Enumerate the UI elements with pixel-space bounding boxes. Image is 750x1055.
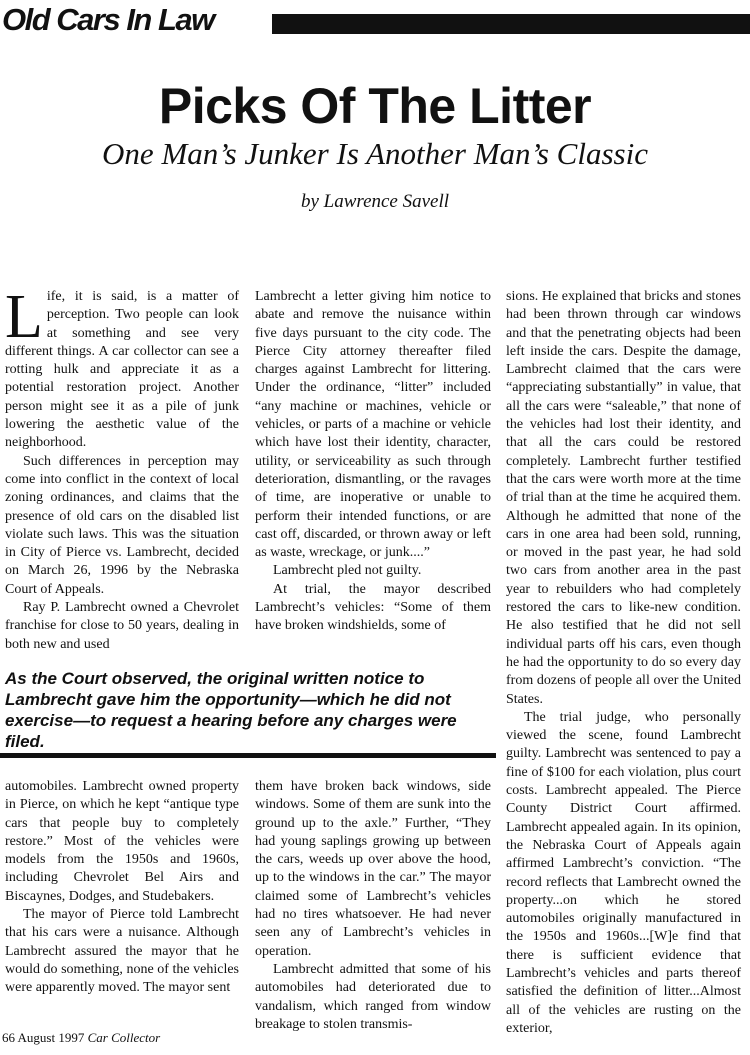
byline: by Lawrence Savell — [300, 191, 450, 212]
column-1-bottom — [5, 778, 239, 998]
paragraph: Ray P. Lambrecht owned a Chevrolet franchise for close to 50 years, dealing in both new and used — [5, 600, 239, 652]
page-footer — [2, 1030, 160, 1046]
column-2-bottom — [255, 778, 491, 1034]
paragraph: Lambrecht pled not guilty. — [273, 563, 422, 579]
pull-quote — [0, 664, 496, 758]
column-2-top — [255, 288, 491, 636]
drop-cap: L — [5, 283, 43, 351]
paragraph: Life, it is said, is a matter of perception. Two people can look at something and see very different things. A car collector can see a rotting hulk and appreciate it as a potential restoration project. Another person might see it as a pile of junk lowering the aesthetic value of the neighborhood. — [5, 283, 239, 451]
section-label: Old Cars In Law — [2, 2, 214, 37]
paragraph: Lambrecht a letter giving him notice to abate and remove the nuisance within five days pursuant to the city code. The Pierce City attorney thereafter filed charges against Lambrecht for littering. Under the ordinance, “litter” included “any machine or machines, vehicle or vehicles, or parts of a machine or vehicle which have lost their identity, character, utility, or serviceability as such through deterioration, dismantling, or the ravages of time, are inoperative or unable to perform their intended functions, or are cast off, discarded, or thrown away or left as waste, wreckage, or junk....” — [255, 289, 491, 561]
paragraph: sions. He explained that bricks and stones had been thrown through car windows and that the penetrating objects had been left inside the cars. Despite the damage, Lambrecht claimed that the cars were “appreciating substantially” in value, that all the cars were “saleable,” that none of the vehicles had lost their identity, and that all the cars could be restored completely. Lambrecht further testified that the cars were worth more at the time of trial than at the time he acquired them. Although he admitted that none of the cars in one area had been sold, running, or moved in the past year, he had sold two cars from another area in the past year to rebuilders who had completely restored the cars to like-new condition. He also testified that he did not sell individual parts off his cars, even though he had the opportunity to do so every day from dozens of people all over the United States. — [506, 289, 741, 707]
paragraph: them have broken back windows, side windows. Some of them are sunk into the ground up to the axle.” Further, “They had young saplings growing up between the cars, weeds up over above the hood, up to the windows in the car.” The mayor claimed some of Lambrecht’s vehicles had no tires whatsoever. He had never seen any of Lambrecht’s vehicles in operation. — [255, 779, 491, 959]
paragraph: The mayor of Pierce told Lambrecht that his cars were a nuisance. Although Lambrecht assured the mayor that he would do something, none of the vehicles were apparently moved. The mayor sent — [5, 907, 239, 996]
column-1-top — [5, 283, 239, 654]
paragraph: Lambrecht admitted that some of his automobiles had deteriorated due to vandalism, which ranged from window breakage to stolen transmis- — [255, 961, 491, 1032]
column-3 — [506, 288, 741, 1038]
magazine-name: Car Collector — [87, 1030, 161, 1045]
page-info: 66 August 1997 — [2, 1030, 85, 1045]
article-subtitle: One Man’s Junker Is Another Man’s Classic — [102, 136, 648, 171]
paragraph: At trial, the mayor described Lambrecht’s vehicles: “Some of them have broken windshields, some of — [255, 581, 491, 634]
article-title: Picks Of The Litter — [158, 78, 592, 134]
paragraph: automobiles. Lambrecht owned property in Pierce, on which he kept “antique type cars that people buy to completely restore.” Most of the vehicles were models from the 1950s and 1960s, including Chevrolet Bel Airs and Biscaynes, Dodges, and Studebakers. — [5, 779, 239, 904]
paragraph: The trial judge, who personally viewed the scene, found Lambrecht guilty. Lambrecht was sentenced to pay a fine of $100 for each violation, plus court costs. Lambrecht appealed. The Pierce County District Court affirmed. Lambrecht appealed again. In its opinion, the Nebraska Court of Appeals again affirmed Lambrecht’s conviction. “The record reflects that Lambrecht owned the property...on which he stored automobiles originally manufactured in the 1950s and 1960s...[W]e find that there is sufficient evidence that Lambrecht’s vehicles and parts thereof satisfied the definition of litter...Almost all of the vehicles are rusting on the exterior, — [506, 709, 741, 1036]
header-bar — [272, 14, 750, 34]
pull-quote-text: As the Court observed, the original written notice to Lambrecht gave him the opportunity—which he did not exercise—to request a hearing before any charges were filed. — [5, 669, 457, 751]
section-header — [0, 2, 750, 40]
pull-quote-rule — [0, 753, 496, 758]
paragraph: Such differences in perception may come into conflict in the context of local zoning ordinances, and claims that the presence of old cars on the disabled list violate such laws. This was the situation in City of Pierce vs. Lambrecht, decided on March 26, 1996 by the Nebraska Court of Appeals. — [5, 453, 239, 597]
